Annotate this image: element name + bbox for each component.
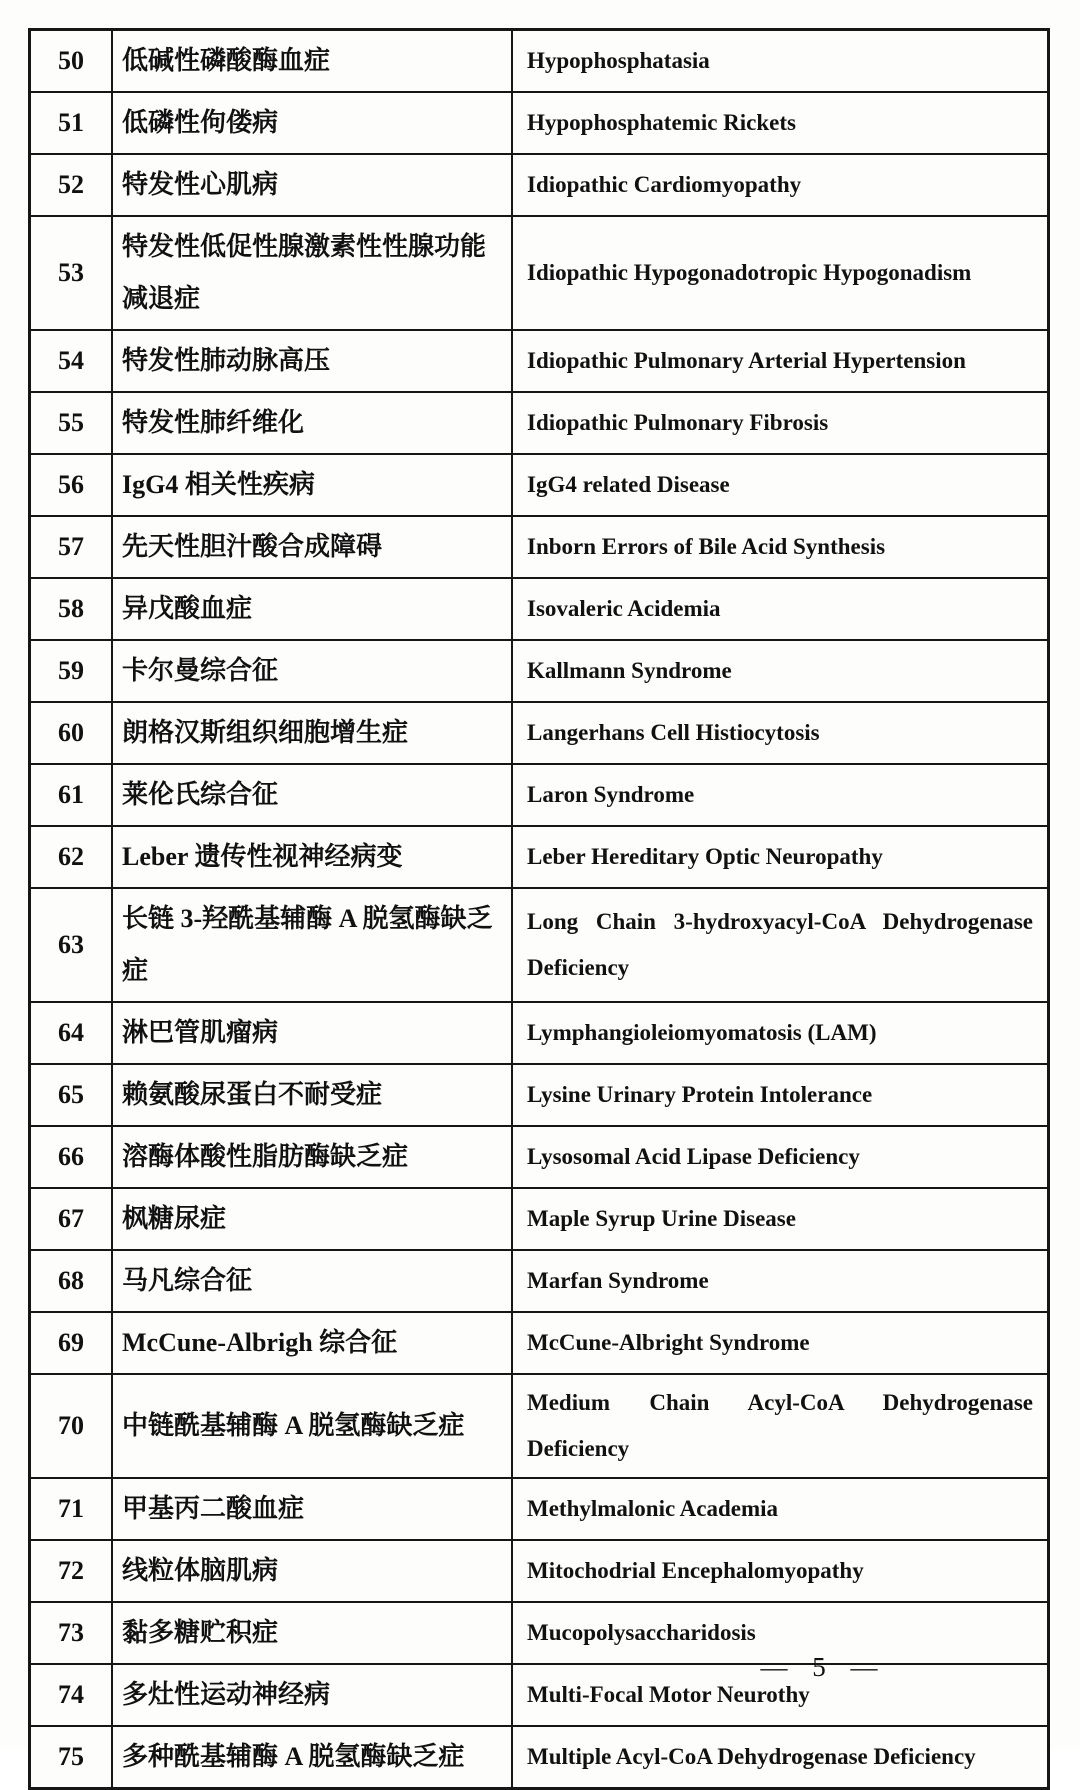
row-en-name: Kallmann Syndrome (527, 658, 732, 683)
disease-table (28, 28, 1050, 1790)
row-zh-name: IgG4 相关性疾病 (113, 455, 513, 515)
row-zh-name: 黏多糖贮积症 (113, 1603, 513, 1663)
row-zh-name: 枫糖尿症 (113, 1189, 513, 1249)
row-number: 51 (31, 93, 113, 153)
row-number: 72 (31, 1541, 113, 1601)
row-en-name: Mucopolysaccharidosis (527, 1620, 756, 1645)
row-number: 66 (31, 1127, 113, 1187)
row-en-name: Idiopathic Hypogonadotropic Hypogonadism (527, 260, 972, 285)
row-zh-name: 淋巴管肌瘤病 (113, 1003, 513, 1063)
row-en-name: Maple Syrup Urine Disease (527, 1206, 796, 1231)
table-row (31, 329, 1047, 391)
row-en-name: Methylmalonic Academia (527, 1496, 779, 1521)
row-en-name: Multi-Focal Motor Neurothy (527, 1682, 810, 1707)
table-row (31, 1725, 1047, 1787)
table-row (31, 763, 1047, 825)
row-en-name: Medium Chain Acyl-CoA Dehydrogenase Deficiency (527, 1390, 1033, 1461)
row-number: 60 (31, 703, 113, 763)
row-zh-name: 中链酰基辅酶 A 脱氢酶缺乏症 (113, 1375, 513, 1477)
table-row (31, 1125, 1047, 1187)
row-zh-name: 朗格汉斯组织细胞增生症 (113, 703, 513, 763)
table-row (31, 639, 1047, 701)
row-en-name: IgG4 related Disease (527, 472, 730, 497)
row-en-name: Leber Hereditary Optic Neuropathy (527, 844, 883, 869)
row-number: 69 (31, 1313, 113, 1373)
row-number: 52 (31, 155, 113, 215)
table-row (31, 1249, 1047, 1311)
table-row (31, 153, 1047, 215)
row-number: 56 (31, 455, 113, 515)
row-en-name: Hypophosphatasia (527, 48, 710, 73)
row-en-name: McCune-Albright Syndrome (527, 1330, 810, 1355)
table-row (31, 215, 1047, 329)
row-zh-name: 甲基丙二酸血症 (113, 1479, 513, 1539)
row-zh-name: 低碱性磷酸酶血症 (113, 31, 513, 91)
row-en-name: Multiple Acyl-CoA Dehydrogenase Deficiency (527, 1744, 976, 1769)
row-en-name: Idiopathic Pulmonary Fibrosis (527, 410, 829, 435)
row-zh-name: 特发性低促性腺激素性性腺功能减退症 (113, 217, 513, 329)
row-zh-name: 马凡综合征 (113, 1251, 513, 1311)
table-row (31, 887, 1047, 1001)
row-en-name: Long Chain 3-hydroxyacyl-CoA Dehydrogenase Deficiency (527, 909, 1033, 980)
row-en-name: Inborn Errors of Bile Acid Synthesis (527, 534, 886, 559)
row-zh-name: 多灶性运动神经病 (113, 1665, 513, 1725)
row-zh-name: 赖氨酸尿蛋白不耐受症 (113, 1065, 513, 1125)
row-zh-name: 特发性心肌病 (113, 155, 513, 215)
row-zh-name: 卡尔曼综合征 (113, 641, 513, 701)
row-number: 71 (31, 1479, 113, 1539)
row-number: 61 (31, 765, 113, 825)
row-zh-name: 溶酶体酸性脂肪酶缺乏症 (113, 1127, 513, 1187)
row-zh-name: 先天性胆汁酸合成障碍 (113, 517, 513, 577)
row-zh-name: 特发性肺动脉高压 (113, 331, 513, 391)
row-zh-name: 低磷性佝偻病 (113, 93, 513, 153)
row-zh-name: 特发性肺纤维化 (113, 393, 513, 453)
table-row (31, 1063, 1047, 1125)
row-number: 68 (31, 1251, 113, 1311)
table-row (31, 453, 1047, 515)
row-en-name: Lymphangioleiomyomatosis (LAM) (527, 1020, 877, 1045)
row-number: 70 (31, 1375, 113, 1477)
row-number: 53 (31, 217, 113, 329)
page-number: — 5 — (760, 1652, 880, 1682)
row-number: 57 (31, 517, 113, 577)
table-row (31, 1001, 1047, 1063)
table-row (31, 825, 1047, 887)
table-row (31, 1477, 1047, 1539)
row-zh-name: 线粒体脑肌病 (113, 1541, 513, 1601)
row-number: 62 (31, 827, 113, 887)
row-en-name: Langerhans Cell Histiocytosis (527, 720, 820, 745)
row-number: 50 (31, 31, 113, 91)
row-en-name: Lysosomal Acid Lipase Deficiency (527, 1144, 860, 1169)
row-number: 67 (31, 1189, 113, 1249)
table-row (31, 31, 1047, 91)
table-row (31, 701, 1047, 763)
row-number: 58 (31, 579, 113, 639)
row-en-name: Lysine Urinary Protein Intolerance (527, 1082, 873, 1107)
row-zh-name: 多种酰基辅酶 A 脱氢酶缺乏症 (113, 1727, 513, 1787)
table-row (31, 577, 1047, 639)
row-number: 65 (31, 1065, 113, 1125)
row-number: 75 (31, 1727, 113, 1787)
row-number: 74 (31, 1665, 113, 1725)
row-en-name: Hypophosphatemic Rickets (527, 110, 796, 135)
row-en-name: Marfan Syndrome (527, 1268, 709, 1293)
row-en-name: Idiopathic Cardiomyopathy (527, 172, 802, 197)
table-row (31, 1187, 1047, 1249)
table-row (31, 91, 1047, 153)
row-number: 54 (31, 331, 113, 391)
row-en-name: Idiopathic Pulmonary Arterial Hypertension (527, 348, 966, 373)
row-number: 63 (31, 889, 113, 1001)
table-row (31, 1373, 1047, 1477)
row-number: 64 (31, 1003, 113, 1063)
row-zh-name: 长链 3-羟酰基辅酶 A 脱氢酶缺乏症 (113, 889, 513, 1001)
row-number: 73 (31, 1603, 113, 1663)
table-row (31, 1311, 1047, 1373)
row-zh-name: McCune-Albrigh 综合征 (113, 1313, 513, 1373)
row-zh-name: 异戊酸血症 (113, 579, 513, 639)
row-en-name: Isovaleric Acidemia (527, 596, 721, 621)
row-number: 59 (31, 641, 113, 701)
row-en-name: Laron Syndrome (527, 782, 695, 807)
row-zh-name: Leber 遗传性视神经病变 (113, 827, 513, 887)
row-en-name: Mitochodrial Encephalomyopathy (527, 1558, 864, 1583)
table-row (31, 391, 1047, 453)
row-number: 55 (31, 393, 113, 453)
row-zh-name: 莱伦氏综合征 (113, 765, 513, 825)
table-row (31, 1539, 1047, 1601)
table-row (31, 515, 1047, 577)
